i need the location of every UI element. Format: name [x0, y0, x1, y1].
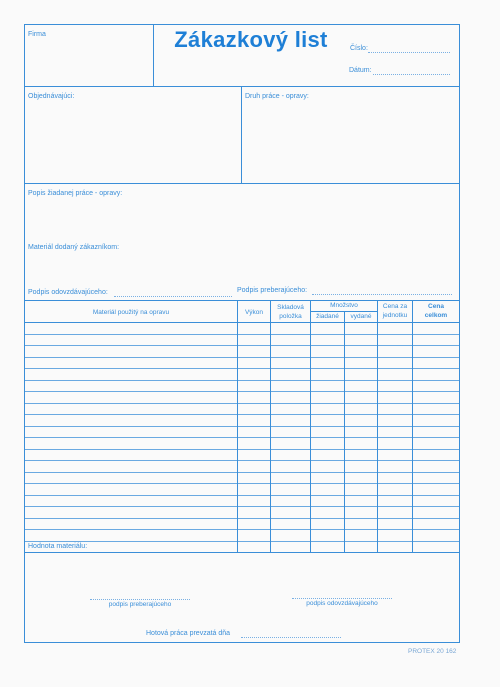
sign-preberajuceho-caption: podpis preberajúceho [108, 601, 172, 608]
druh-prace-label: Druh práce - opravy: [245, 93, 309, 100]
hodnota-materialu-label: Hodnota materiálu: [28, 543, 88, 550]
hotova-praca-label: Hotová práca prevzatá dňa [146, 630, 231, 637]
table-row-line [24, 506, 460, 507]
th-cena-celkom-2: celkom [424, 312, 448, 319]
table-row-line [24, 426, 460, 427]
datum-label: Dátum: [349, 67, 372, 74]
th-vykon: Výkon [244, 309, 264, 316]
datum-field[interactable] [373, 74, 450, 75]
podpis-preberajuceho-field[interactable] [312, 294, 452, 295]
col-line-vydane [344, 311, 345, 552]
table-row-line [24, 334, 460, 335]
table-row-line [24, 437, 460, 438]
th-skladova-2: položka [279, 313, 302, 320]
th-cena-za-2: jednotku [382, 312, 408, 319]
th-cena-celkom-1: Cena [428, 303, 444, 310]
table-bottom-line [24, 552, 460, 553]
table-row-line [24, 357, 460, 358]
form-code: PROTEX 20 162 [408, 648, 457, 655]
mnozstvo-subheader-line [310, 311, 377, 312]
th-material: Materiál použitý na opravu [92, 309, 170, 316]
table-row-line [24, 541, 460, 542]
popis-prace-label: Popis žiadanej práce - opravy: [28, 190, 123, 197]
table-row-line [24, 472, 460, 473]
orderer-divider [241, 86, 242, 183]
table-row-line [24, 345, 460, 346]
th-skladova-1: Skladová [277, 304, 304, 311]
podpis-odovzdavajuceho-label: Podpis odovzdávajúceho: [28, 289, 108, 296]
sign-odovzdavajuceho-caption: podpis odovzdávajúceho [306, 600, 378, 607]
table-row-line [24, 403, 460, 404]
sign-preberajuceho-line[interactable] [90, 599, 190, 600]
frame-top [24, 24, 460, 25]
header-bottom-line [24, 86, 460, 87]
th-vydane: vydané [350, 313, 372, 320]
orderer-bottom-line [24, 183, 460, 184]
table-row-line [24, 460, 460, 461]
th-cena-za-1: Cena za [382, 303, 408, 310]
table-row-line [24, 449, 460, 450]
th-mnozstvo: Množstvo [330, 302, 358, 309]
podpis-odovzdavajuceho-field[interactable] [114, 296, 232, 297]
table-row-line [24, 495, 460, 496]
podpis-preberajuceho-label: Podpis preberajúceho: [237, 287, 308, 294]
hotova-praca-date-field[interactable] [241, 637, 341, 638]
table-row-line [24, 391, 460, 392]
form-title: Zákazkový list [174, 27, 328, 52]
table-row-line [24, 380, 460, 381]
th-ziadane: žiadané [316, 313, 339, 320]
table-header-bottom-line [24, 322, 460, 323]
material-dodany-label: Materiál dodaný zákazníkom: [28, 244, 120, 251]
table-row-line [24, 529, 460, 530]
firma-label: Firma [28, 31, 46, 38]
table-row-line [24, 368, 460, 369]
table-row-line [24, 483, 460, 484]
table-row-line [24, 518, 460, 519]
table-top-line [24, 300, 460, 301]
table-row-line [24, 414, 460, 415]
cislo-field[interactable] [368, 52, 450, 53]
firma-divider [153, 24, 154, 86]
objednavajuci-label: Objednávajúci: [28, 93, 75, 100]
cislo-label: Číslo: [350, 45, 368, 52]
frame-bottom [24, 642, 460, 643]
sign-odovzdavajuceho-line[interactable] [292, 598, 392, 599]
